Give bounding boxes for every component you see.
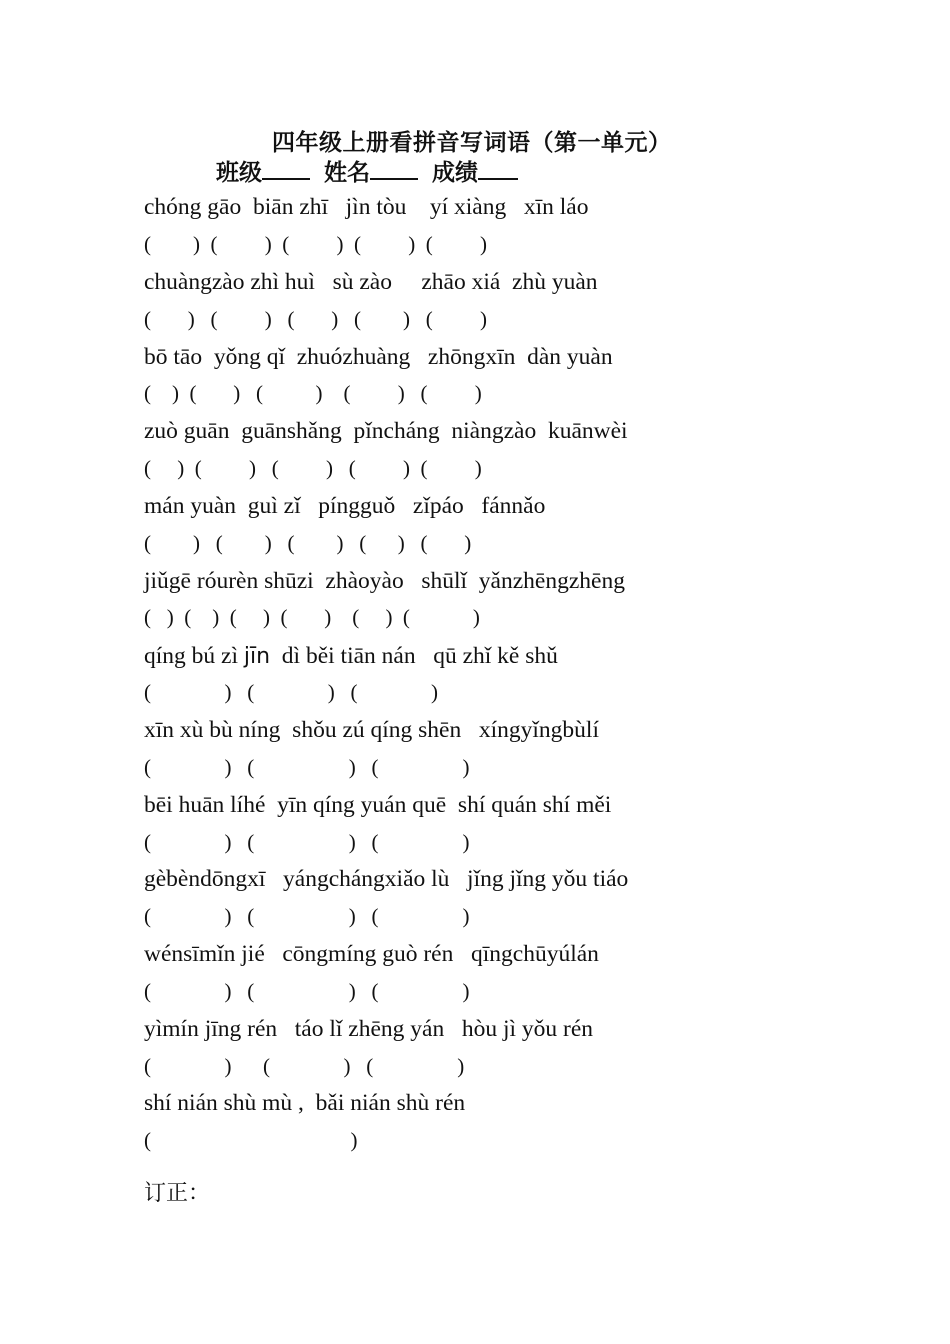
name-blank[interactable] [370, 158, 418, 180]
pinyin-line-6: jiǔgē róurèn shūzi zhàoyào shūlǐ yǎnzhēngzhēng [144, 568, 625, 594]
pinyin-line-12: yìmín jīng rén táo lǐ zhēng yán hòu jì yǒu rén [144, 1016, 594, 1042]
answer-blanks-line-9[interactable]: ( ) ( ) ( ) [144, 830, 470, 854]
answer-blanks-line-3[interactable]: ( ) ( ) ( ) ( ) ( ) [144, 381, 482, 405]
answer-blanks-line-5[interactable]: ( ) ( ) ( ) ( ) ( ) [144, 531, 472, 555]
pinyin-line-3: bō tāo yǒng qǐ zhuózhuàng zhōngxīn dàn yuàn [144, 344, 613, 370]
answer-blanks-line-4[interactable]: ( ) ( ) ( ) ( ) ( ) [144, 456, 482, 480]
pinyin-line-7-part-b: dì běi tiān nán qū zhǐ kě shǔ [270, 643, 558, 669]
answer-blanks-line-1[interactable]: ( ) ( ) ( ) ( ) ( ) [144, 232, 487, 256]
pinyin-line-5: mán yuàn guì zǐ píngguǒ zǐpáo fánnǎo [144, 493, 546, 519]
answer-blanks-line-6[interactable]: ( ) ( ) ( ) ( ) ( ) ( ) [144, 605, 480, 629]
answer-blanks-line-8[interactable]: ( ) ( ) ( ) [144, 755, 470, 779]
class-blank[interactable] [262, 158, 310, 180]
pinyin-line-7-part-a: qíng bú zì [144, 643, 244, 669]
answer-blanks-line-7[interactable]: ( ) ( ) ( ) [144, 680, 438, 704]
answer-blanks-line-2[interactable]: ( ) ( ) ( ) ( ) ( ) [144, 307, 487, 331]
pinyin-line-8: xīn xù bù níng shǒu zú qíng shēn xíngyǐngbùlí [144, 717, 599, 743]
name-label: 姓名 [324, 160, 370, 185]
pinyin-line-1: chóng gāo biān zhī jìn tòu yí xiàng xīn láo [144, 194, 589, 220]
answer-blanks-line-10[interactable]: ( ) ( ) ( ) [144, 904, 470, 928]
correction-label: 订正： [144, 1181, 211, 1206]
score-label: 成绩 [432, 160, 478, 185]
score-blank[interactable] [478, 158, 518, 180]
student-info-line [216, 154, 518, 187]
pinyin-line-4: zuò guān guānshǎng pǐncháng niàngzào kuānwèi [144, 418, 628, 444]
page-title: 四年级上册看拼音写词语（第一单元） [272, 130, 672, 155]
answer-blanks-line-13[interactable]: ( ) [144, 1128, 358, 1152]
class-label: 班级 [216, 160, 262, 185]
pinyin-line-7 [144, 641, 558, 672]
pinyin-line-10: gèbèndōngxī yángchángxiǎo lù jǐng jǐng yǒu tiáo [144, 866, 629, 892]
pinyin-line-9: bēi huān líhé yīn qíng yuán quē shí quán shí měi [144, 792, 612, 818]
pinyin-line-2: chuàngzào zhì huì sù zào zhāo xiá zhù yuàn [144, 269, 598, 295]
pinyin-line-13: shí nián shù mù , bǎi nián shù rén [144, 1090, 466, 1116]
pinyin-line-7-jin: jīn [243, 644, 271, 669]
answer-blanks-line-11[interactable]: ( ) ( ) ( ) [144, 979, 470, 1003]
pinyin-line-11: wénsīmǐn jié cōngmíng guò rén qīngchūyúlán [144, 941, 599, 967]
answer-blanks-line-12[interactable]: ( ) ( ) ( ) [144, 1054, 465, 1078]
